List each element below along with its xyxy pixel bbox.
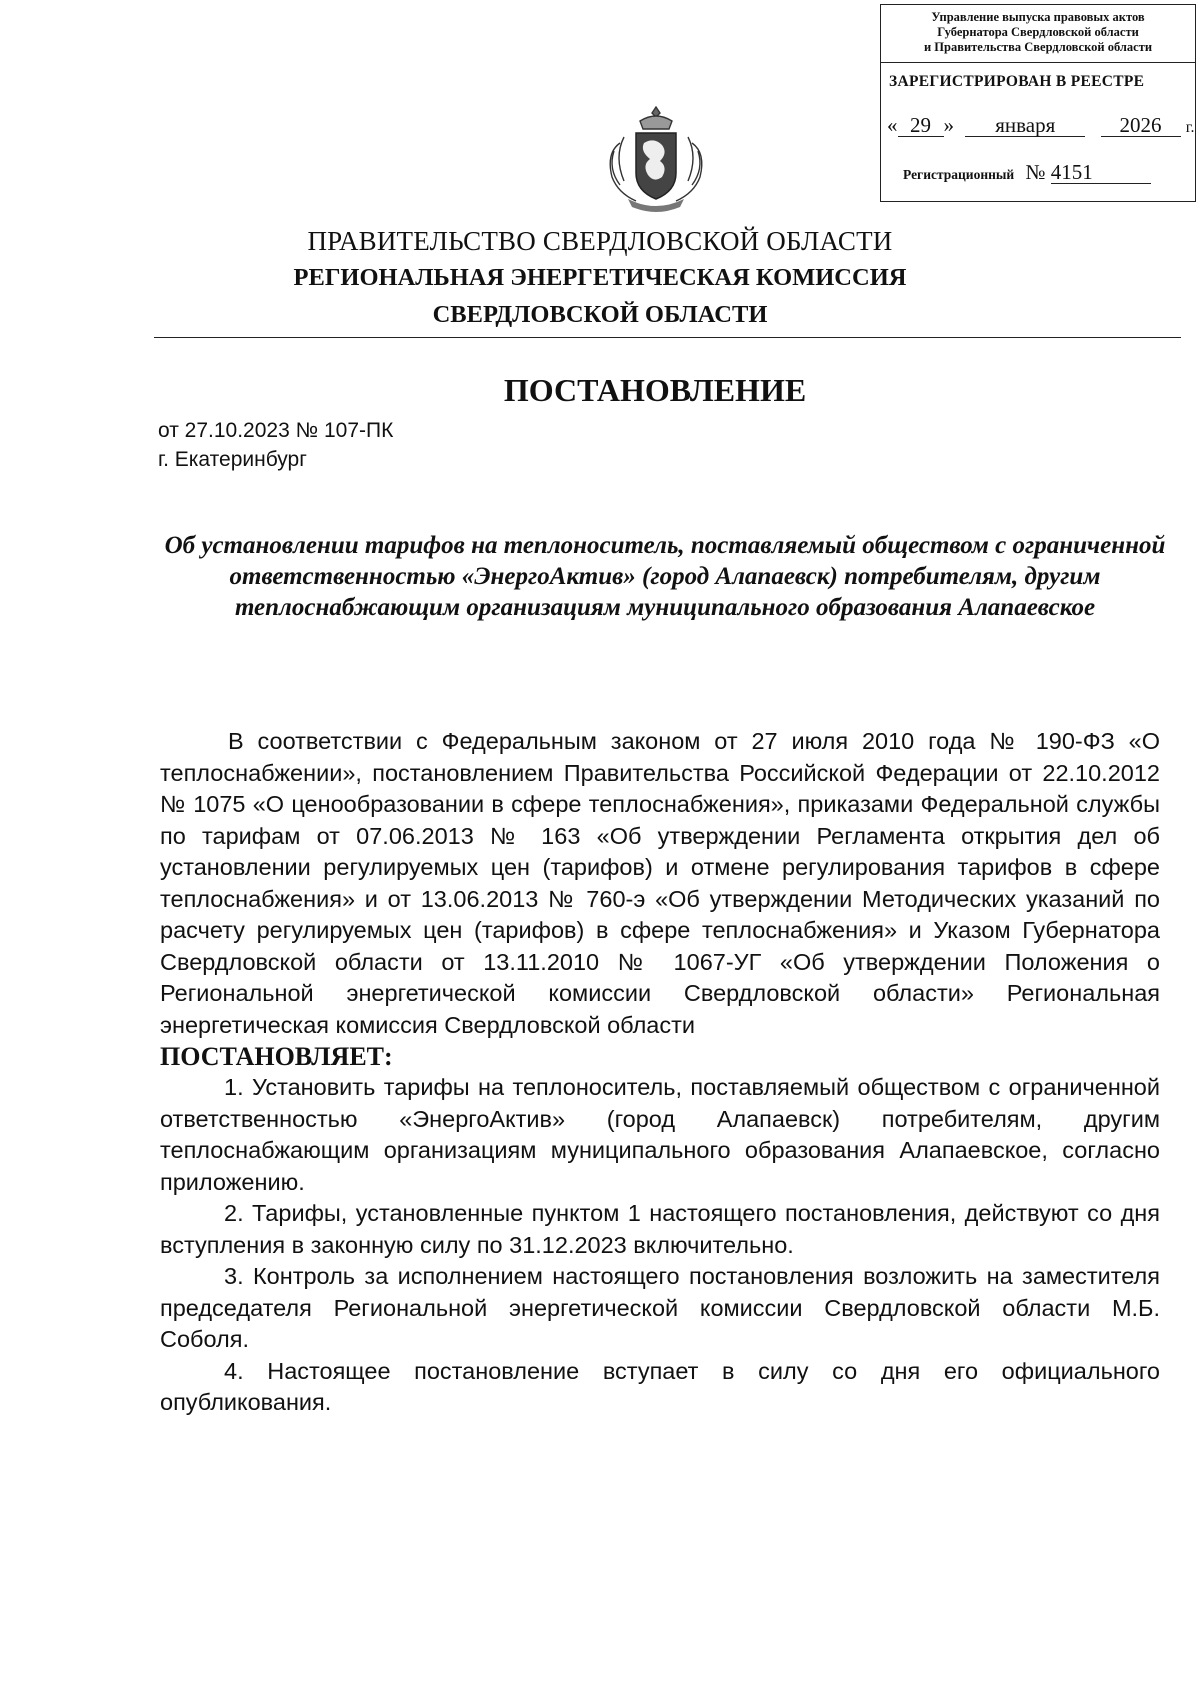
stamp-reg-number bbox=[903, 160, 1151, 185]
stamp-month: января bbox=[965, 114, 1085, 137]
stamp-date bbox=[887, 113, 1195, 138]
stamp-header-line: Губернатора Свердловской области bbox=[937, 25, 1139, 39]
document-number: от 27.10.2023 № 107-ПК bbox=[158, 419, 394, 442]
stamp-header bbox=[881, 5, 1195, 63]
decree-item-3: 3. Контроль за исполнением настоящего постановления возложить на заместителя председателя Региональной энергетической комиссии Свердловской области М.Б. Соболя. bbox=[160, 1263, 1160, 1352]
decree-heading: ПОСТАНОВЛЯЕТ: bbox=[160, 1042, 393, 1071]
header-divider bbox=[154, 337, 1181, 338]
stamp-reg-label: Регистрационный bbox=[903, 167, 1015, 182]
stamp-year-suffix: г. bbox=[1185, 119, 1195, 136]
document-title: ПОСТАНОВЛЕНИЕ bbox=[503, 372, 807, 408]
stamp-reg-value: 4151 bbox=[1051, 161, 1151, 184]
coat-of-arms-emblem bbox=[600, 103, 712, 218]
document-body bbox=[160, 726, 1160, 1419]
document-city: г. Екатеринбург bbox=[158, 448, 307, 471]
stamp-day: 29 bbox=[898, 114, 944, 137]
preamble-paragraph: В соответствии с Федеральным законом от 27 июля 2010 года № 190-ФЗ «О теплоснабжении», постановлением Правительства Российской Федерации от 22.10.2012 № 1075 «О ценообразовании в сфере теплоснабжения», приказами Федеральной службы по тарифам от 07.06.2013 № 163 «Об утверждении Регламента открытия дел об установлении регулируемых цен (тарифов) и отмене регулирования тарифов в сфере теплоснабжения» и от 13.06.2013 № 760-э «Об утверждении Методических указаний по расчету регулируемых цен (тарифов) в сфере теплоснабжения» и Указом Губернатора Свердловской области от 13.11.2010 № 1067-УГ «Об утверждении Положения о Региональной энергетической комиссии Свердловской области» Региональная энергетическая комиссия Свердловской области bbox=[160, 728, 1160, 1038]
stamp-reg-sign: № bbox=[1025, 160, 1046, 184]
decree-item-1: 1. Установить тарифы на теплоноситель, поставляемый обществом с ограниченной ответственностью «ЭнергоАктив» (город Алапаевск) потребителям, другим теплоснабжающим организациям муниципального образования Алапаевское, согласно приложению. bbox=[160, 1074, 1160, 1195]
commission-name-line1: РЕГИОНАЛЬНАЯ ЭНЕРГЕТИЧЕСКАЯ КОМИССИЯ bbox=[293, 264, 907, 291]
stamp-close-quote: » bbox=[943, 113, 954, 137]
stamp-header-line: Управление выпуска правовых актов bbox=[931, 10, 1145, 24]
commission-name-line2: СВЕРДЛОВСКОЙ ОБЛАСТИ bbox=[432, 301, 768, 328]
registration-stamp bbox=[880, 4, 1196, 202]
document-subject: Об установлении тарифов на теплоноситель, поставляемый обществом с ограниченной ответственностью «ЭнергоАктив» (город Алапаевск) потребителям, другим теплоснабжающим организациям муниципального образования Алапаевское bbox=[164, 532, 1166, 621]
stamp-registered-label: ЗАРЕГИСТРИРОВАН В РЕЕСТРЕ bbox=[889, 73, 1145, 90]
decree-item-4: 4. Настоящее постановление вступает в силу со дня его официального опубликования. bbox=[160, 1357, 1160, 1415]
stamp-header-line: и Правительства Свердловской области bbox=[923, 40, 1153, 54]
stamp-year: 2026 bbox=[1101, 114, 1181, 137]
stamp-open-quote: « bbox=[887, 113, 898, 137]
decree-item-2: 2. Тарифы, установленные пунктом 1 настоящего постановления, действуют со дня вступления в законную силу по 31.12.2023 включительно. bbox=[160, 1200, 1160, 1258]
government-name: ПРАВИТЕЛЬСТВО СВЕРДЛОВСКОЙ ОБЛАСТИ bbox=[307, 226, 893, 256]
